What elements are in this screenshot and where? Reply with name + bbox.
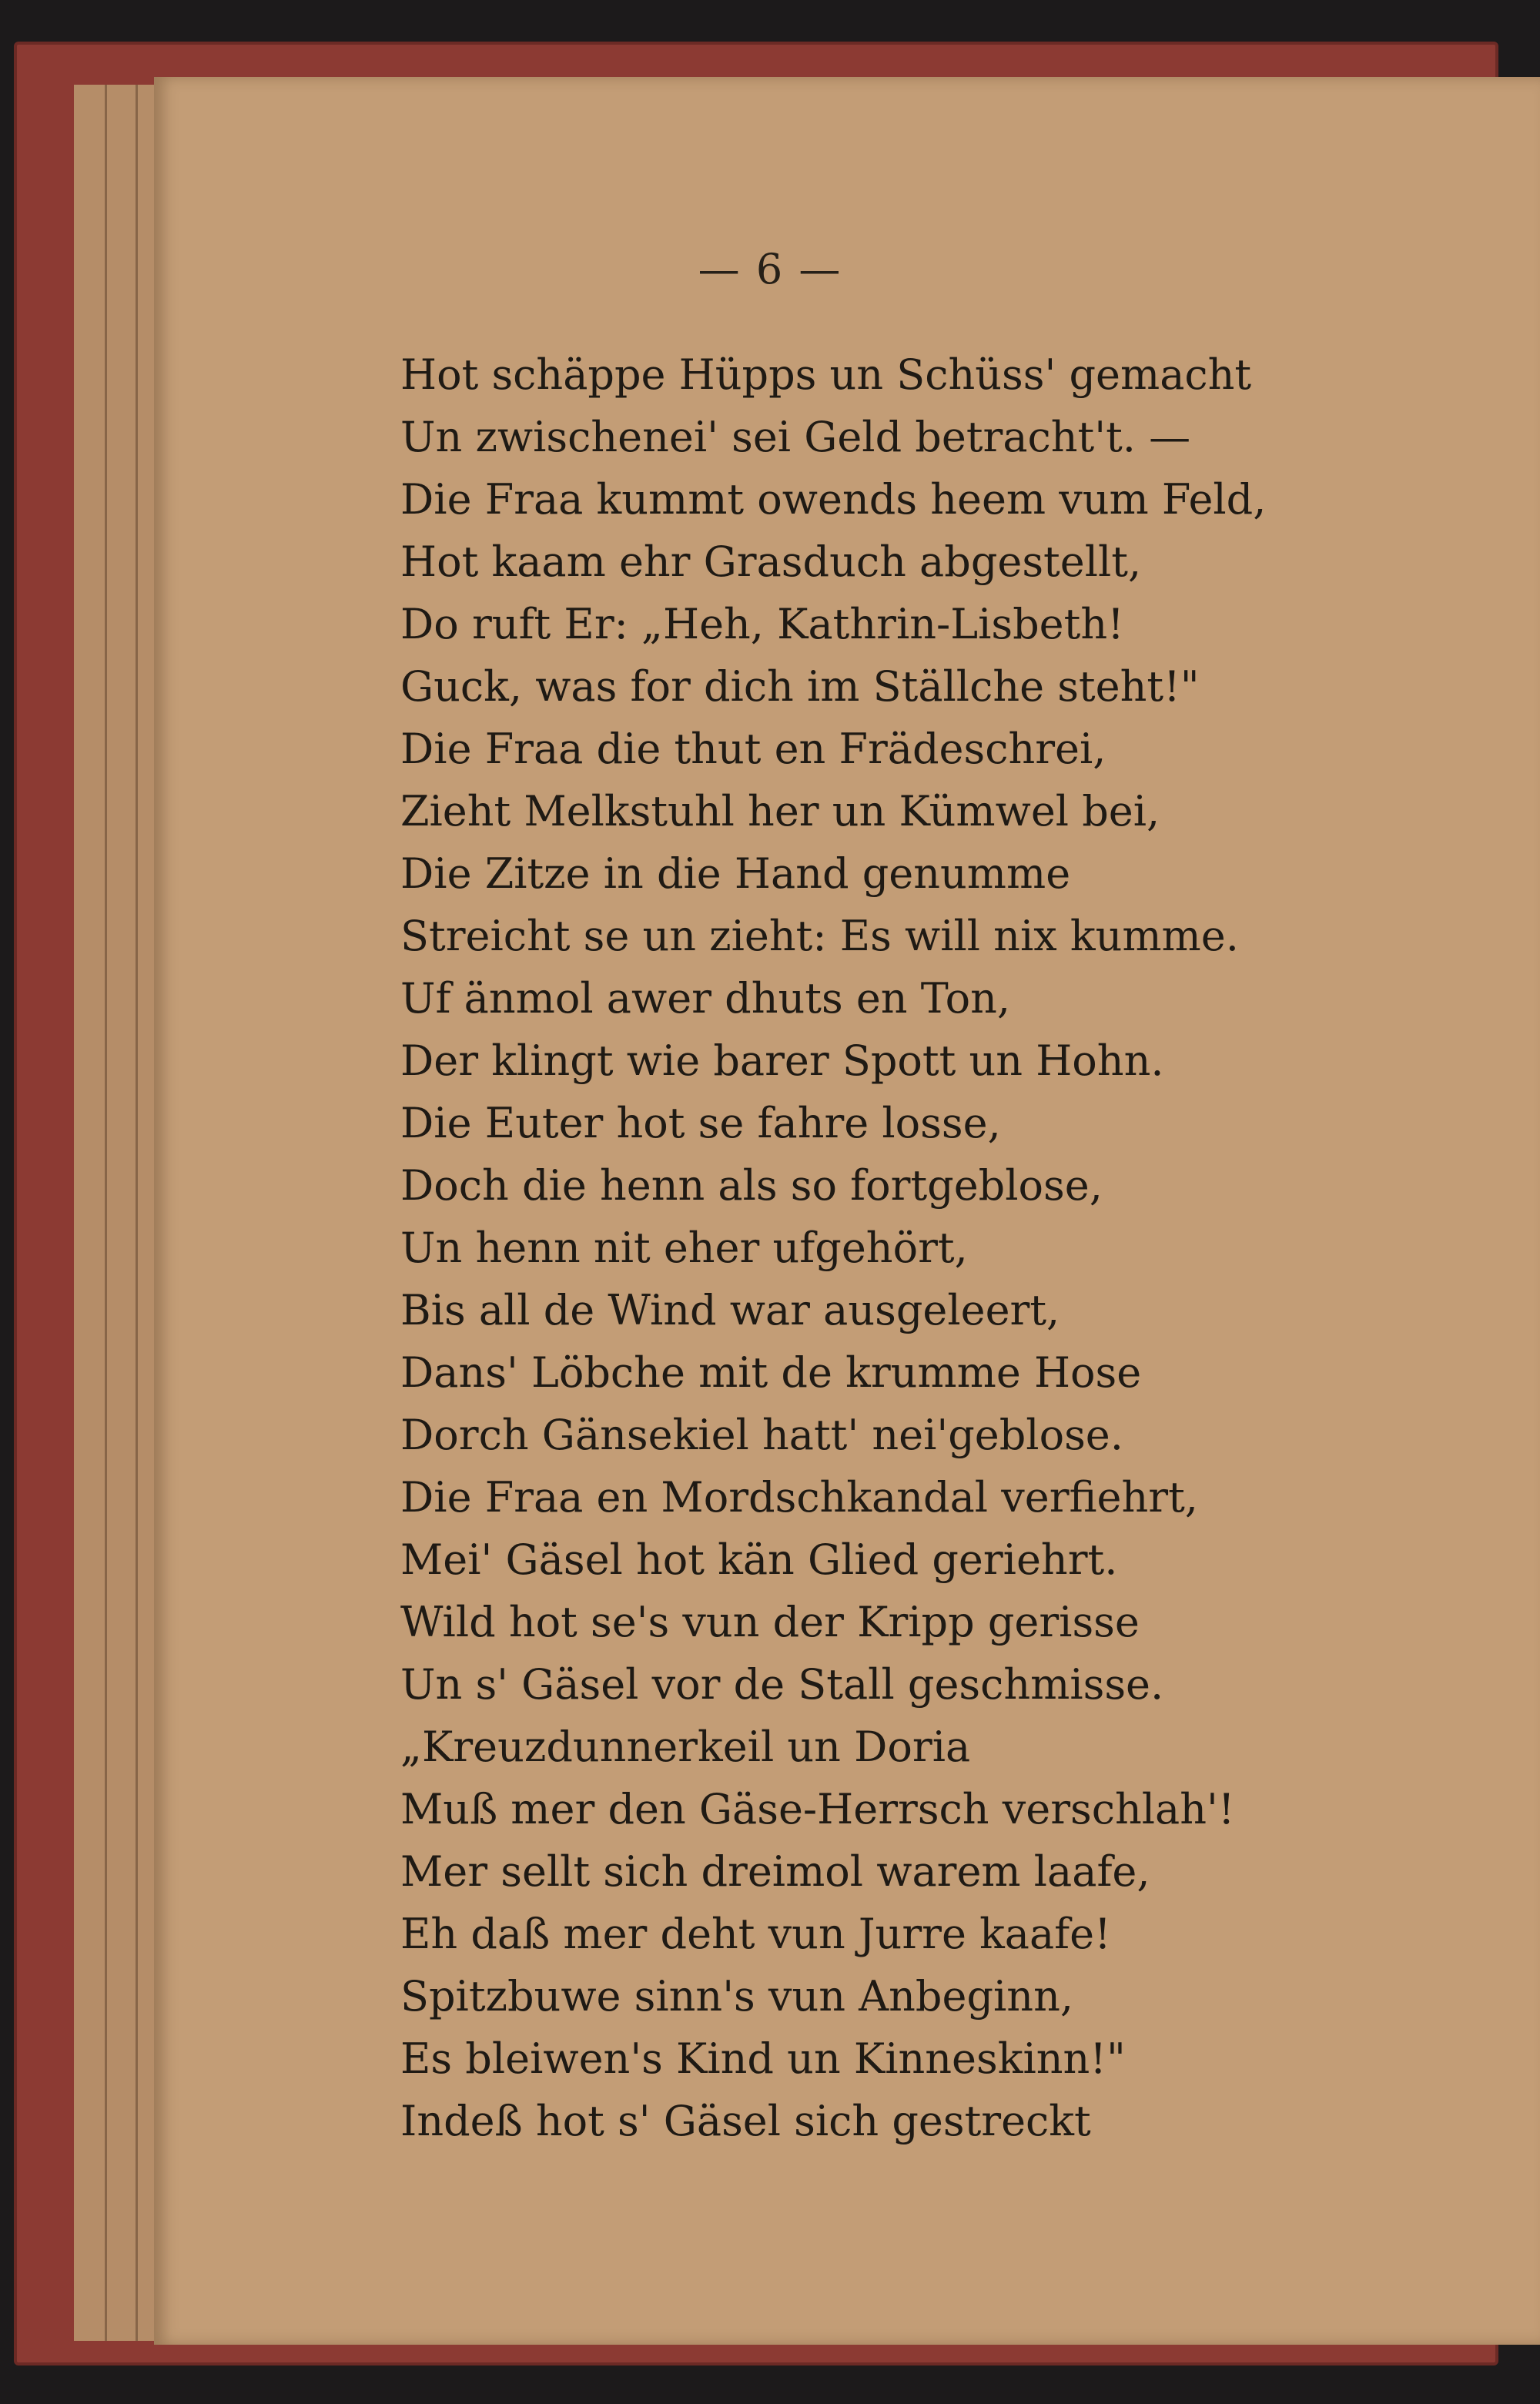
poem-line: Streicht se un zieht: Es will nix kumme. [400,912,1239,960]
poem-line: Die Fraa die thut en Frädeschrei, [400,725,1106,773]
page-edge-line [105,85,107,2341]
poem-line: Mei' Gäsel hot kän Glied geriehrt. [400,1535,1118,1584]
poem-line: Un s' Gäsel vor de Stall geschmisse. [400,1660,1164,1709]
poem-line: Bis all de Wind war ausgeleert, [400,1286,1060,1334]
poem-line: Guck, was for dich im Ställche steht!" [400,662,1200,711]
poem-line: Die Fraa kummt owends heem vum Feld, [400,475,1267,524]
poem-line: Dorch Gänsekiel hatt' nei'geblose. [400,1411,1123,1459]
page-edge-line [136,85,138,2341]
poem-line: Uf änmol awer dhuts en Ton, [400,974,1011,1023]
poem-line: Die Euter hot se fahre losse, [400,1099,1001,1147]
poem-line: Die Zitze in die Hand genumme [400,849,1071,898]
poem-line: Indeß hot s' Gäsel sich gestreckt [400,2097,1091,2145]
poem-line: Es bleiwen's Kind un Kinneskinn!" [400,2034,1126,2083]
poem-line: Dans' Löbche mit de krumme Hose [400,1348,1142,1397]
poem-line: Muß mer den Gäse-Herrsch verschlah'! [400,1785,1235,1833]
poem-line: Spitzbuwe sinn's vun Anbeginn, [400,1972,1074,2021]
poem-line: Die Fraa en Mordschkandal verfiehrt, [400,1473,1198,1522]
poem-line: Wild hot se's vun der Kripp gerisse [400,1598,1140,1646]
poem-line: Mer sellt sich dreimol warem laafe, [400,1847,1150,1896]
poem-line: Der klingt wie barer Spott un Hohn. [400,1036,1164,1085]
poem-line: Hot kaam ehr Grasduch abgestellt, [400,537,1142,586]
page-number: — 6 — [698,245,842,293]
poem-line: Zieht Melkstuhl her un Kümwel bei, [400,787,1160,835]
poem-line: Do ruft Er: „Heh, Kathrin-Lisbeth! [400,600,1124,648]
poem-line: Eh daß mer deht vun Jurre kaafe! [400,1910,1111,1958]
poem-line: Hot schäppe Hüpps un Schüss' gemacht [400,350,1252,399]
poem-text [400,343,1266,2152]
poem-line: Un henn nit eher ufgehört, [400,1224,968,1272]
poem-line: „Kreuzdunnerkeil un Doria [400,1723,971,1771]
poem-line: Un zwischenei' sei Geld betracht't. — [400,413,1191,461]
poem-line: Doch die henn als so fortgeblose, [400,1161,1103,1210]
